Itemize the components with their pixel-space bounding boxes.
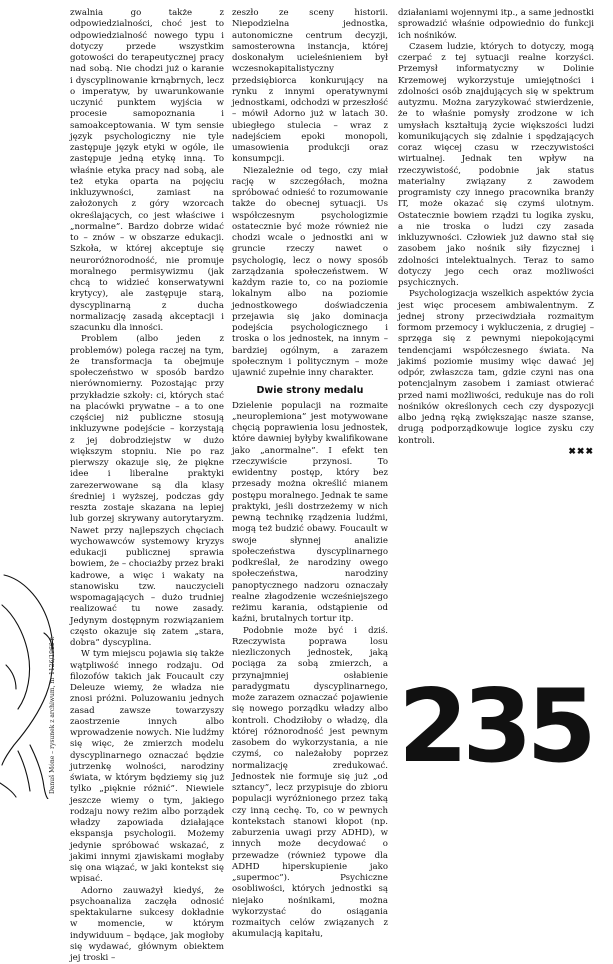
- page-number: 235: [398, 676, 591, 777]
- sketch-stroke: [0, 783, 16, 797]
- end-mark-line: [398, 447, 594, 458]
- paragraph: Dzielenie populacji na rozmaite „neuroplemiona” jest motywowane chęcią poprawienia losu jednostek, które dawniej byłyby kwalifikowane jako „anormalne”. I efekt ten rzeczywiście przynosi. To ewidentny postęp, który bez przesady można określić mianem postępu moralnego. Jednak te same praktyki, jeśli dostrzeżemy w nich pewną technikę rządzenia ludźmi, mogą też budzić obawy. Foucault w swoje słynnej analizie społeczeństwa dyscyplinarnego podkreślał, że narodziny owego społeczeństwa, narodziny panoptycznego nadzoru oznaczały realne złagodzenie wcześniejszego reżimu karania, odstąpienie od kaźni, brutalnych tortur itp.: [232, 401, 388, 626]
- paragraph: działaniami wojennymi itp., a same jednostki sprowadzić właśnie odpowiednio do funkcji ich nośników.: [398, 8, 594, 42]
- text-column-1: [70, 8, 224, 964]
- section-subheading: Dwie strony medalu: [232, 385, 388, 396]
- paragraph: Czasem ludzie, których to dotyczy, mogą czerpać z tej sytuacji realne korzyści. Przemysł informatyczny w Dolinie Krzemowej wykorzystuje umiejętności i zdolności osób znajdujących się w spektrum autyzmu. Można zaryzykować stwierdzenie, że to właśnie pomysły zrodzone w ich umysłach kształtują życie większości ludzi komunikujących się zdalnie i spędzających coraz więcej czasu w rzeczywistości wirtualnej. Jednak ten wpływ na rzeczywistość, podobnie jak status materialny związany z zawodem programisty czy innego pracownika branży IT, może okazać się czymś ulotnym. Ostatecznie bowiem rządzi tu logika zysku, a nie troska o ludzi czy zasada inkluzywności. Człowiek już dawno stał się zasobem jako nośnik siły fizycznej i zdolności intelektualnych. Teraz to samo dotyczy jego cech oraz możliwości psychicznych.: [398, 42, 594, 290]
- paragraph: Psychologizacja wszelkich aspektów życia jest więc procesem ambiwalentnym. Z jednej strony przeciwdziała rozmaitym formom przemocy i wykluczenia, z drugiej – sprzęga się z pewnymi niepokojącymi tendencjami współczesnego świata. Na jakimś poziomie musimy więc dawać jej odpór, zwłaszcza tam, gdzie czyni nas ona potencjalnym zasobem i zamiast otwierać przed nami możliwości, redukuje nas do roli nośników określonych cech czy dyspozycji albo jedną ręką zwiększając nasze szanse, drugą podporządkowuje logice zysku czy kontroli.: [398, 289, 594, 447]
- paragraph: Problem (albo jeden z problemów) polega raczej na tym, że transformacja ta obejmuje społeczeństwo w sposób bardzo nierównomierny. Pozostając przy przykładzie szkoły: ci, których stać na placówki prywatne – a to one częściej niż publiczne stosują inkluzywne podejście – korzystają z jej dobrodziejstw w dużo większym stopniu. Nie po raz pierwszy okazuje się, że piękne idee i liberalne praktyki zarezerwowane są dla klasy średniej i wyższej, podczas gdy reszta zostaje skazana na lepiej lub gorzej skrywany autorytaryzm. Nawet przy najlepszych chęciach wychowawców systemowy kryzys edukacji publicznej sprawia bowiem, że – chociażby przez braki kadrowe, a więc i wakaty na stanowisku tzw. nauczycieli wspomagających – dużo trudniej realizować tu nowe zasady. Jedynym dostępnym rozwiązaniem często okazuje się zatem „stara, dobra” dyscyplina.: [70, 334, 224, 649]
- paragraph: zeszło ze sceny historii. Niepodzielna jednostka, autonomiczne centrum decyzji, samosterowna instancja, której doskonałym ucieleśnieniem był wczesnokapitalistyczny przedsiębiorca konkurujący na rynku z innymi operatywnymi jednostkami, odchodzi w przeszłość – mówił Adorno już w latach 30. ubiegłego stulecia – wraz z nadejściem epoki monopoli, umasowienia produkcji oraz konsumpcji.: [232, 8, 388, 166]
- paragraph: Adorno zauważył kiedyś, że psychoanaliza zaczęła odnosić spektakularne sukcesy dokładnie w momencie, w którym indywiduum – będące, jak mogłoby się wydawać, głównym obiektem jej troski –: [70, 886, 224, 964]
- text-column-2: [232, 8, 388, 941]
- text-column-3: [398, 8, 594, 458]
- sketch-stroke: [2, 605, 30, 709]
- illustration-caption: Danuš Móne – rysunek z archiwum, nr 1126/1966 r.: [49, 636, 56, 794]
- paragraph: W tym miejscu pojawia się także wątpliwość innego rodzaju. Od filozofów takich jak Foucault czy Deleuze wiemy, że władza nie znosi próżni. Poluzowaniu jednych zasad zawsze towarzyszy zaostrzenie innych albo wprowadzenie nowych. Nie ludźmy się więc, że zmierzch modelu dyscyplinarnego oznaczać będzie jutrzenkę wolności, narodziny świata, w którym będziemy się już tylko „pięknie różnić”. Niewiele jeszcze wiemy o tym, jakiego rodzaju nowy reżim albo porządek władzy zapowiada działające ekspansja psychologii. Możemy jedynie spróbować wskazać, z jakimi innymi zjawiskami mogłaby się ona wiązać, w jaki kontekst się wpisać.: [70, 649, 224, 885]
- sketch-stroke: [30, 745, 48, 799]
- end-mark: ✖✖✖: [568, 447, 594, 457]
- paragraph: Niezależnie od tego, czy miał rację w szczegółach, można spróbować odnieść to rozumowanie także do obecnej sytuacji. Us współczesnym psychologizmie ostatecznie być może również nie chodzi wcale o jednostki ani w gruncie rzeczy nawet o psychologię, lecz o nowy sposób zarządzania społeczeństwem. W każdym razie to, co na poziomie lokalnym albo na poziomie jednostkowego doświadczenia przejawia się jako dominacja podejścia psychologicznego i troska o los jednostek, na innym – bardziej ogólnym, a zarazem społecznym i politycznym – może ujawnić zupełnie inny charakter.: [232, 166, 388, 380]
- paragraph: Podobnie może być i dziś. Rzeczywista poprawa losu niezliczonych jednostek, jaką pociąga za sobą zmierzch, a przynajmniej osłabienie paradygmatu dyscyplinarnego, może zarazem oznaczać pojawienie się nowego porządku władzy albo kontroli. Chodziłoby o władzę, dla której różnorodność jest pewnym zasobem do wykorzystania, a nie czymś, co należałoby poprzez normalizację zredukować. Jednostek nie formuje się już „od sztancy”, lecz przypisuje do zbioru populacji wyróżnionego przez taką czy inną cechę. To, co w pewnych kontekstach stanowi kłopot (np. zaburzenia uwagi przy ADHD), w innych może decydować o przewadze (również typowe dla ADHD hiperskupienie jako „supermoc”). Psychiczne osobliwości, których jednostki są niejako nośnikami, można wykorzystać do osiągania rozmaitych celów związanych z akumulacją kapitału,: [232, 626, 388, 941]
- sketch-stroke: [18, 751, 30, 791]
- sketch-stroke: [6, 665, 16, 689]
- paragraph: zwalnia go także z odpowiedzialności, choć jest to odpowiedzialność nowego typu i dotyczy przede wszystkim gotowości do terapeutycznej pracy nad sobą. Nie chodzi już o karanie i dyscyplinowanie krnąbrnych, lecz o imperatyw, by uwarunkowanie uczynić punktem wyjścia w procesie samopoznania i samoakceptowania. W tym sensie język psychologiczny nie tyle zastępuje język etyki w ogóle, ile zastępuje jedną etykę inną. To właśnie etyka pracy nad sobą, ale też etyka oparta na pojęciu inkluzywności, zamiast na założonych z góry wzorcach określających, co jest właściwe i „normalne”. Bardzo dobrze widać to – znów – w obszarze edukacji. Szkoła, w której akceptuje się neuroróżnorodność, nie promuje moralnego permisywizmu (jak chcą to widzieć konserwatywni krytycy), ale zastępuje starą, dyscyplinarną z ducha normalizację zasadą akceptacji i szacunku dla inności.: [70, 8, 224, 334]
